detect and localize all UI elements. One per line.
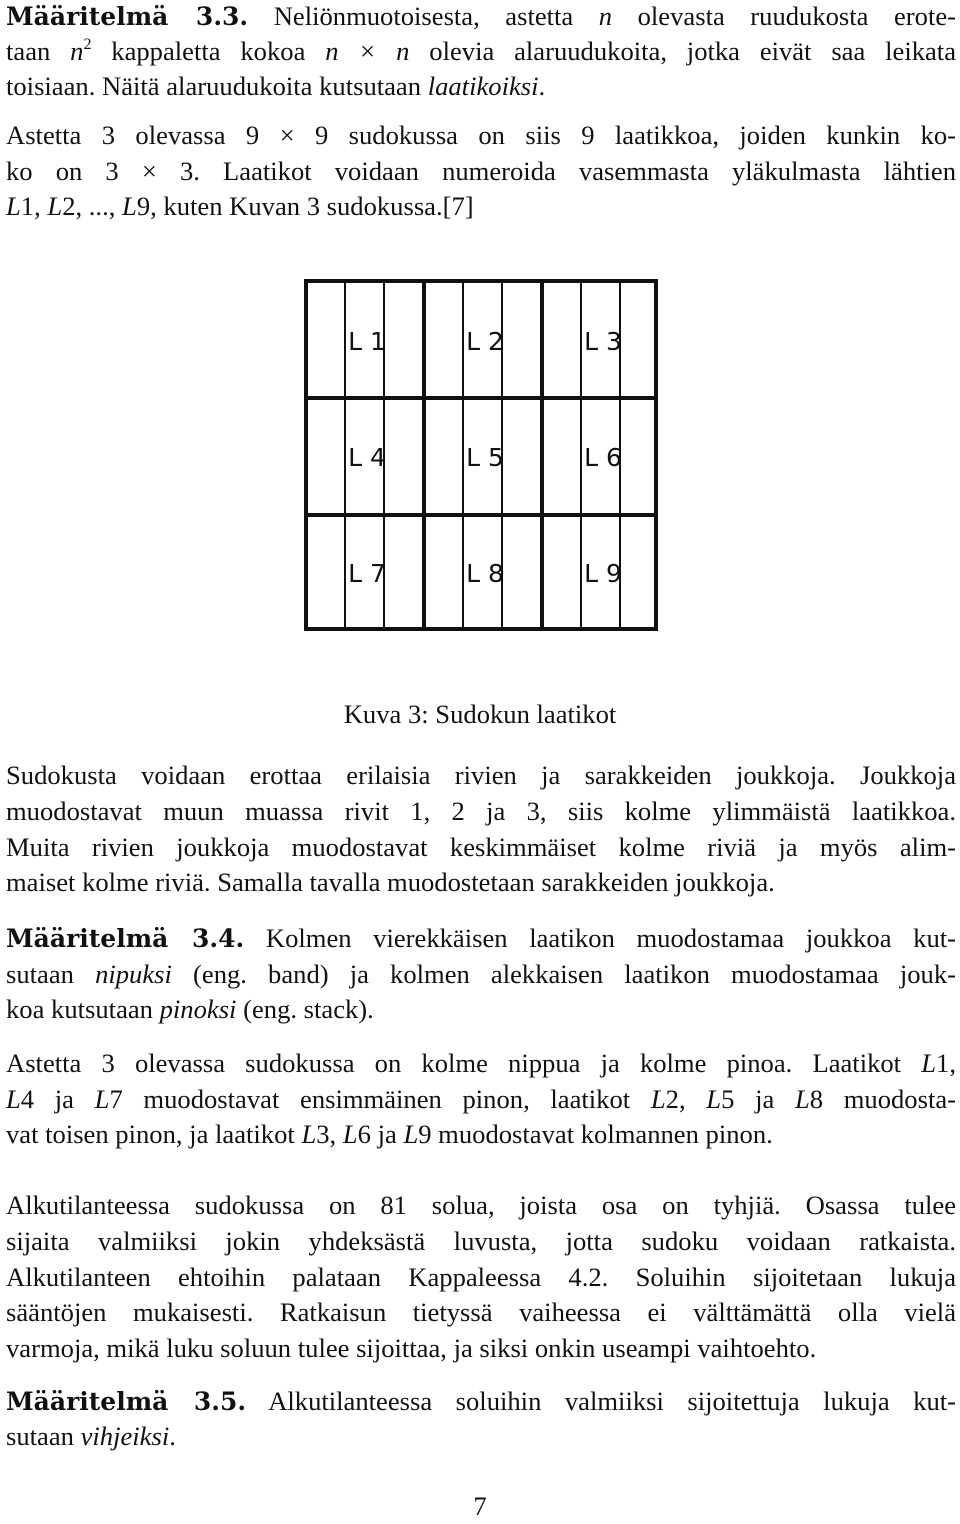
paragraph-4-line-4: sääntöjen mukaisesti. Ratkaisun tietyssä vaiheessa ei välttämättä olla vielä (6, 1297, 956, 1327)
box-label-l6: L 6 (584, 443, 622, 472)
paragraph-2-line-2: muodostavat muun muassa rivit 1, 2 ja 3, siis kolme ylimmäistä laatikkoa. (6, 796, 956, 826)
definition-3-3-line-1: Määritelmä 3.3. Neliönmuotoisesta, astetta n olevasta ruudukosta erote- (6, 1, 957, 31)
paragraph-4-line-5: varmoja, mikä luku soluun tulee sijoittaa, ja siksi onkin useampi vaihtoehto. (6, 1333, 817, 1363)
term-vihjeiksi: vihjeiksi (80, 1421, 170, 1451)
paragraph-4-line-3: Alkutilanteen ehtoihin palataan Kappaleessa 4.2. Soluihin sijoitetaan lukuja (6, 1262, 956, 1292)
definition-3-3-line-3: toisiaan. Näitä alaruudukoita kutsutaan laatikoiksi. (6, 71, 546, 101)
definition-label: Määritelmä 3.4. (6, 924, 245, 953)
paragraph-2-line-4: maiset kolme riviä. Samalla tavalla muodostetaan sarakkeiden joukkoja. (6, 867, 775, 897)
paragraph-2-line-3: Muita rivien joukkoja muodostavat keskimmäiset kolme riviä ja myös alim- (6, 832, 956, 862)
definition-3-4-line-2: sutaan nipuksi (eng. band) ja kolmen alekkaisen laatikon muodostamaa jouk- (6, 959, 956, 989)
sudoku-box-grid (304, 279, 658, 631)
term-pinoksi: pinoksi (159, 994, 237, 1024)
box-label-l3: L 3 (584, 327, 622, 356)
box-divider (308, 513, 654, 517)
box-label-l1: L 1 (348, 327, 386, 356)
paragraph-4-line-2: sijaita valmiiksi jokin yhdeksästä luvusta, jotta sudoku voidaan ratkaista. (6, 1226, 956, 1256)
box-label-l7: L 7 (348, 559, 386, 588)
definition-label: Määritelmä 3.3. (6, 2, 249, 31)
paragraph-1-line-2: ko on 3 × 3. Laatikot voidaan numeroida vasemmasta yläkulmasta lähtien (6, 156, 956, 186)
definition-3-3-line-2: taan $n^2$ kappaletta kokoa n × n olevia alaruudukoita, jotka eivät saa leikata (6, 36, 956, 66)
box-divider (308, 396, 654, 400)
definition-3-4-line-3: koa kutsutaan pinoksi (eng. stack). (6, 994, 374, 1024)
paragraph-1-line-1: Astetta 3 olevassa 9 × 9 sudokussa on siis 9 laatikkoa, joiden kunkin ko- (6, 120, 956, 150)
paragraph-3-line-3: vat toisen pinon, ja laatikot L3, L6 ja L9 muodostavat kolmannen pinon. (6, 1119, 773, 1149)
paragraph-3-line-1: Astetta 3 olevassa sudokussa on kolme nippua ja kolme pinoa. Laatikot L1, (6, 1048, 956, 1078)
box-label-l5: L 5 (466, 443, 504, 472)
paragraph-3-line-2: L4 ja L7 muodostavat ensimmäinen pinon, laatikot L2, L5 ja L8 muodosta- (6, 1084, 956, 1114)
page-number: 7 (473, 1491, 487, 1521)
term-nipuksi: nipuksi (95, 959, 172, 989)
box-label-l4: L 4 (348, 443, 386, 472)
definition-3-5-line-2: sutaan vihjeiksi. (6, 1421, 176, 1451)
figure-caption: Kuva 3: Sudokun laatikot (343, 699, 617, 729)
box-label-l8: L 8 (466, 559, 504, 588)
paragraph-2-line-1: Sudokusta voidaan erottaa erilaisia rivien ja sarakkeiden joukkoja. Joukkoja (6, 760, 956, 790)
definition-3-4-line-1: Määritelmä 3.4. Kolmen vierekkäisen laatikon muodostamaa joukkoa kut- (6, 923, 956, 953)
term-laatikoiksi: laatikoiksi (427, 71, 539, 101)
paragraph-1-line-3: L1, L2, ..., L9, kuten Kuvan 3 sudokussa.[7] (6, 191, 474, 221)
definition-3-5-line-1: Määritelmä 3.5. Alkutilanteessa soluihin valmiiksi sijoitettuja lukuja kut- (6, 1386, 957, 1416)
box-label-l9: L 9 (584, 559, 622, 588)
paragraph-4-line-1: Alkutilanteessa sudokussa on 81 solua, joista osa on tyhjiä. Osassa tulee (6, 1190, 956, 1220)
definition-label: Määritelmä 3.5. (6, 1387, 247, 1416)
box-label-l2: L 2 (466, 327, 504, 356)
